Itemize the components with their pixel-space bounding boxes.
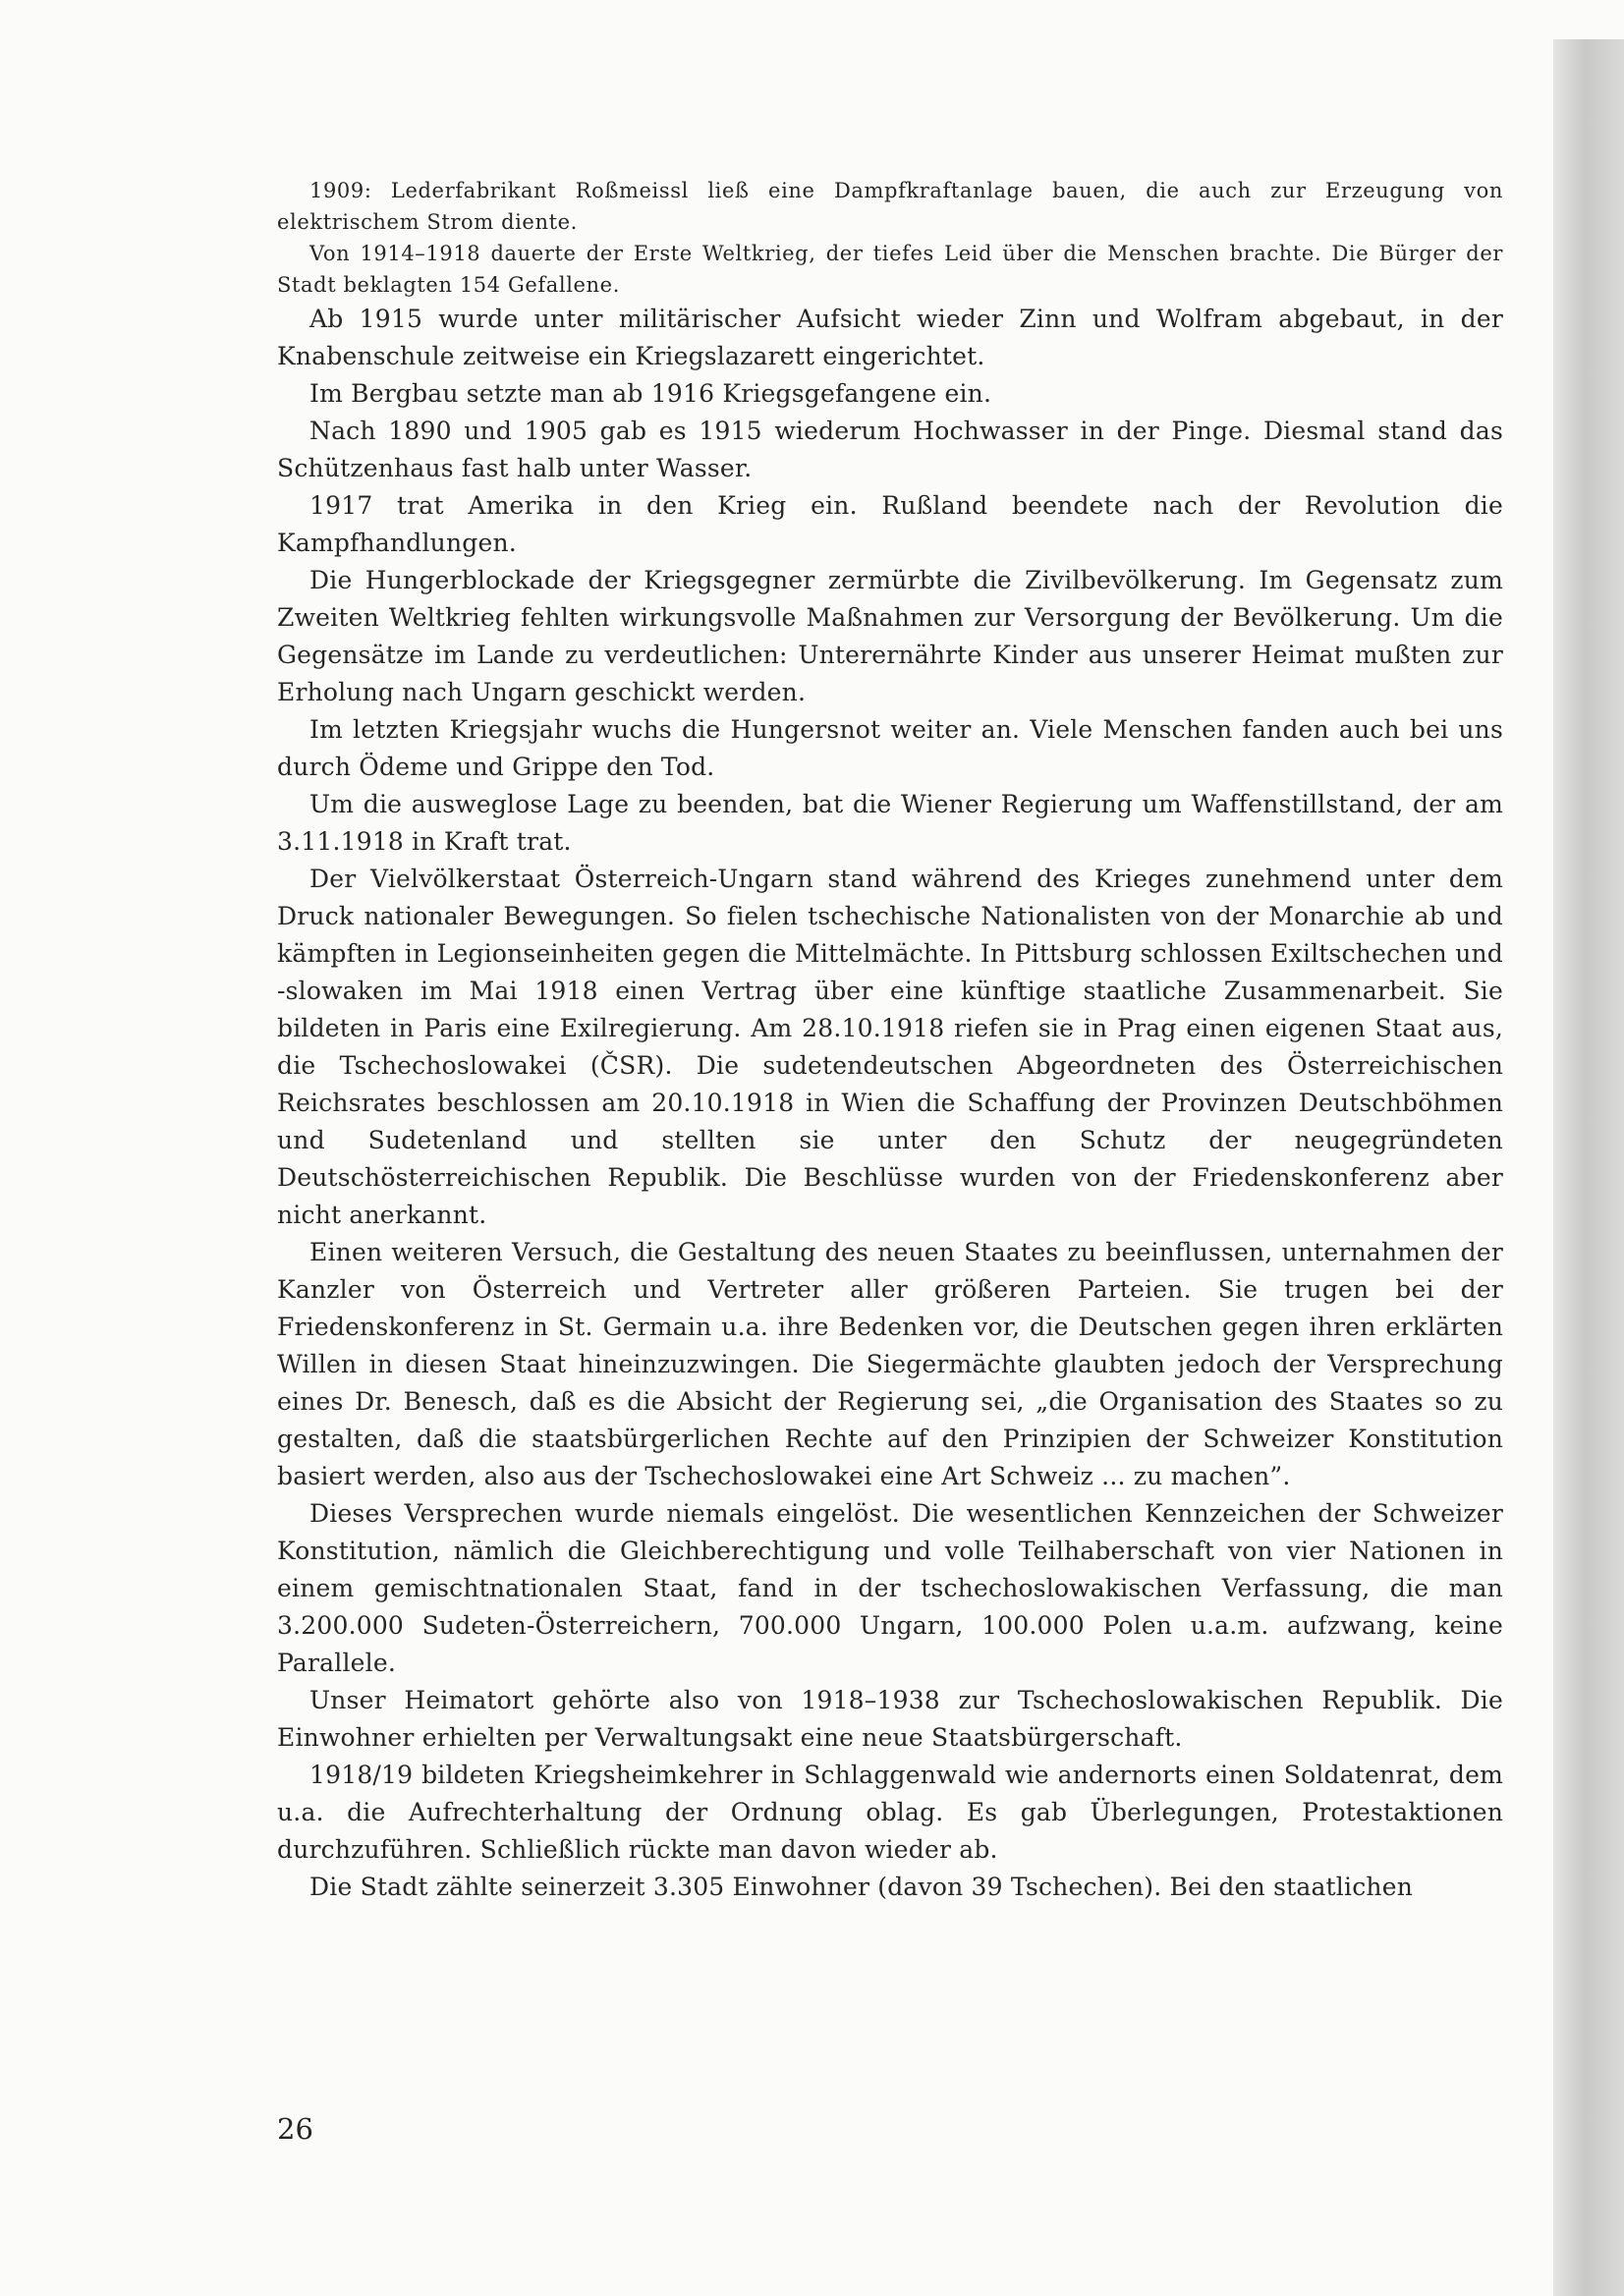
paragraph-blockade: Die Hungerblockade der Kriegsgegner zermürbte die Zivilbevölkerung. Im Gegensatz zum Zweiten Weltkrieg fehlten wirkungsvolle Maßnahmen zur Versorgung der Bevölkerung. Um die Gegensätze im Lande zu verdeutlichen: Unterernährte Kinder aus unserer Heimat mußten zur Erholung nach Ungarn geschickt werden. [277, 566, 1503, 706]
paragraph-famine: Im letzten Kriegsjahr wuchs die Hungersnot weiter an. Viele Menschen fanden auch bei uns durch Ödeme und Grippe den Tod. [277, 715, 1503, 781]
body-text [277, 175, 1503, 1906]
paragraph-1917: 1917 trat Amerika in den Krieg ein. Rußland beendete nach der Revolution die Kampfhandlungen. [277, 491, 1503, 557]
page-edge-shadow [1553, 39, 1624, 2296]
paragraph-1909: 1909: Lederfabrikant Roßmeissl ließ eine Dampfkraftanlage bauen, die auch zur Erzeugung von elektrischem Strom diente. [277, 179, 1503, 234]
paragraph-population: Die Stadt zählte seinerzeit 3.305 Einwohner (davon 39 Tschechen). Bei den staatlichen [309, 1873, 1413, 1901]
paragraph-multinational-state: Der Vielvölkerstaat Österreich-Ungarn stand während des Krieges zunehmend unter dem Druck nationaler Bewegungen. So fielen tschechische Nationalisten von der Monarchie ab und kämpften in Legionseinheiten gegen die Mittelmächte. In Pittsburg schlossen Exiltschechen und -slowaken im Mai 1918 einen Vertrag über eine künftige staatliche Zusammenarbeit. Sie bildeten in Paris eine Exilregierung. Am 28.10.1918 riefen sie in Prag einen eigenen Staat aus, die Tschechoslowakei (ČSR). Die sudetendeutschen Abgeordneten des Österreichischen Reichsrates beschlossen am 20.10.1918 in Wien die Schaffung der Provinzen Deutschböhmen und Sudetenland und stellten sie unter den Schutz der neugegründeten Deutschösterreichischen Republik. Die Beschlüsse wurden von der Friedenskonferenz aber nicht anerkannt. [277, 865, 1503, 1229]
paragraph-st-germain: Einen weiteren Versuch, die Gestaltung des neuen Staates zu beeinflussen, unternahmen der Kanzler von Österreich und Vertreter aller größeren Parteien. Sie trugen bei der Friedenskonferenz in St. Germain u.a. ihre Bedenken vor, die Deutschen gegen ihren erklärten Willen in diesen Staat hineinzuzwingen. Die Siegermächte glaubten jedoch der Versprechung eines Dr. Benesch, daß es die Absicht der Regierung sei, „die Organisation des Staates so zu gestalten, daß die staatsbürgerlichen Rechte auf den Prinzipien der Schweizer Konstitution basiert werden, also aus der Tschechoslowakei eine Art Schweiz ... zu machen”. [277, 1238, 1503, 1490]
paragraph-flood: Nach 1890 und 1905 gab es 1915 wiederum Hochwasser in der Pinge. Diesmal stand das Schützenhaus fast halb unter Wasser. [277, 417, 1503, 482]
paragraph-1914: Von 1914–1918 dauerte der Erste Weltkrieg, der tiefes Leid über die Menschen brachte. Die Bürger der Stadt beklagten 154 Gefallene. [277, 242, 1503, 297]
page-number: 26 [277, 2112, 313, 2146]
paragraph-soldiers-council: 1918/19 bildeten Kriegsheimkehrer in Schlaggenwald wie andernorts einen Soldatenrat, dem u.a. die Aufrechterhaltung der Ordnung oblag. Es gab Überlegungen, Protestaktionen durchzuführen. Schließlich rückte man davon wieder ab. [277, 1761, 1503, 1864]
paragraph-1916: Im Bergbau setzte man ab 1916 Kriegsgefangene ein. [309, 379, 992, 408]
paragraph-1915-mining: Ab 1915 wurde unter militärischer Aufsicht wieder Zinn und Wolfram abgebaut, in der Knabenschule zeitweise ein Kriegslazarett eingerichtet. [277, 305, 1503, 370]
paragraph-promise: Dieses Versprechen wurde niemals eingelöst. Die wesentlichen Kennzeichen der Schweizer Konstitution, nämlich die Gleichberechtigung und volle Teilhaberschaft von vier Nationen in einem gemischtnationalen Staat, fand in der tschechoslowakischen Verfassung, die man 3.200.000 Sudeten-Österreichern, 700.000 Ungarn, 100.000 Polen u.a.m. aufzwang, keine Parallele. [277, 1499, 1503, 1677]
paragraph-armistice: Um die ausweglose Lage zu beenden, bat die Wiener Regierung um Waffenstillstand, der am 3.11.1918 in Kraft trat. [277, 790, 1503, 856]
paragraph-hometown: Unser Heimatort gehörte also von 1918–1938 zur Tschechoslowakischen Republik. Die Einwohner erhielten per Verwaltungsakt eine neue Staatsbürgerschaft. [277, 1686, 1503, 1752]
